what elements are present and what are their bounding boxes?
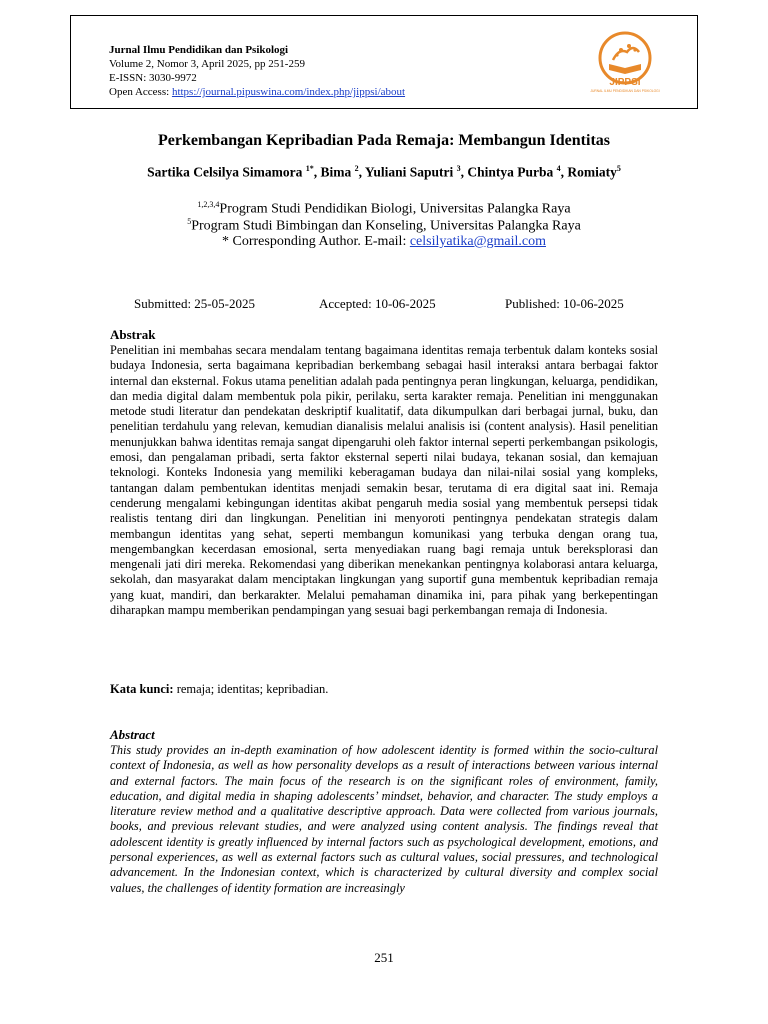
journal-issn: E-ISSN: 3030-9972: [109, 72, 197, 84]
affiliation-sup: 5: [187, 217, 192, 226]
author-name: , Chintya Purba: [460, 164, 557, 180]
affiliation-text: Program Studi Pendidikan Biologi, Universitas Palangka Raya: [219, 201, 571, 217]
published-date: Published: 10-06-2025: [505, 296, 624, 311]
author-name: , Romiaty: [560, 164, 617, 180]
keywords-text: remaja; identitas; kepribadian.: [173, 682, 329, 696]
affiliation-text: Program Studi Bimbingan dan Konseling, Universitas Palangka Raya: [191, 218, 581, 234]
logo-text: JIPPSI: [609, 77, 641, 88]
journal-name: Jurnal Ilmu Pendidikan dan Psikologi: [109, 44, 289, 56]
paper-title: Perkembangan Kepribadian Pada Remaja: Membangun Identitas: [157, 132, 611, 149]
page-number: 251: [374, 950, 394, 965]
accepted-date: Accepted: 10-06-2025: [319, 296, 436, 311]
journal-volume: Volume 2, Nomor 3, April 2025, pp 251-259: [109, 58, 305, 70]
abstrak-heading: Abstrak: [110, 327, 156, 342]
keywords-label: Kata kunci:: [110, 682, 174, 696]
affiliation-sup: 1,2,3,4: [197, 200, 220, 209]
author-sup: 1*: [305, 164, 314, 173]
open-access-label: Open Access:: [109, 86, 172, 98]
keywords-line: [110, 682, 328, 697]
abstract-heading: Abstract: [110, 727, 155, 742]
author-list: [0, 164, 768, 181]
corresponding-author: [0, 234, 768, 250]
open-access-link[interactable]: https://journal.pipuswina.com/index.php/jippsi/about: [171, 86, 406, 98]
logo-subtext: JURNAL ILMU PENDIDIKAN DAN PSIKOLOGI: [590, 89, 660, 93]
affiliation-2: [0, 217, 768, 235]
author-name: Sartika Celsilya Simamora: [147, 164, 306, 180]
author-sup: 3: [456, 164, 461, 173]
affiliation-1: [0, 200, 768, 218]
author-sup: 5: [616, 164, 621, 173]
open-access-line: [109, 85, 405, 99]
jippsi-logo: [583, 30, 667, 98]
abstrak-text: Penelitian ini membahas secara mendalam tentang bagaimana identitas remaja terbentuk dalam konteks sosial budaya Indonesia, serta bagaimana kepribadian berkembang sebagai hasil interaksi antara berbagai faktor internal dan eksternal. Fokus utama penelitian adalah pada pentingnya peran lingkungan, keluarga, pendidikan, dan media digital dalam membentuk pola pikir, perilaku, serta karakter remaja. Penelitian ini menggunakan metode studi literatur dan pendekatan deskriptif kualitatif, data dikumpulkan dari berbagai jurnal, buku, dan penelitian terdahulu yang relevan, kemudian dianalisis melalui analisis isi (content analysis). Hasil penelitian menunjukkan bahwa identitas remaja sangat dipengaruhi oleh faktor internal seperti perkembangan psikologis, emosi, dan pengalaman pribadi, serta faktor eksternal seperti nilai budaya, tekanan sosial, dan kemajuan teknologi. Konteks Indonesia yang memiliki keberagaman budaya dan nilai-nilai sosial yang kompleks, tantangan dalam pembentukan identitas menjadi semakin besar, terutama di era digital saat ini. Remaja cenderung mengalami kebingungan identitas akibat pengaruh media sosial yang membentuk persepsi tidak realistis tentang diri dan lingkungan. Penelitian ini menyoroti pentingnya pendekatan strategis dalam membangun identitas yang sehat, seperti membangun komunikasi yang terbuka dengan orang tua, mengembangkan kecerdasan emosional, serta menyediakan ruang bagi remaja untuk bereksplorasi dan mengenali jati diri mereka. Rekomendasi yang diberikan menekankan pentingnya kolaborasi antara keluarga, sekolah, dan masyarakat dalam menciptakan lingkungan yang suportif guna membentuk kepribadian remaja yang kuat, mandiri, dan berkarakter. Melalui pemahaman dinamika ini, para pihak yang berkepentingan diharapkan mampu memberikan pendampingan yang sesuai bagi perkembangan remaja di Indonesia.: [110, 343, 658, 618]
journal-header-box: [70, 15, 698, 109]
abstract-text: This study provides an in-depth examination of how adolescent identity is formed within the socio-cultural context of Indonesia, as well as how personality develops as a result of interactions between various internal and external factors. The main focus of the research is on the significant roles of environment, family, education, and digital media in shaping adolescents’ mindset, behavior, and character. The study employs a literature review method and a qualitative descriptive approach. Data were collected from various journals, books, and previous relevant studies, and were analyzed using content analysis. The findings reveal that adolescent identity is greatly influenced by internal factors such as psychological development, emotions, and personal experiences, as well as external factors such as cultural values, social pressures, and technological advancement. In the Indonesian context, which is characterized by cultural diversity and complex social values, the challenges of identity formation are increasingly: [110, 743, 658, 895]
corresponding-label: * Corresponding Author. E-mail:: [222, 234, 410, 249]
author-sup: 2: [354, 164, 359, 173]
author-name: , Bima: [313, 164, 355, 180]
author-sup: 4: [556, 164, 561, 173]
submitted-date: Submitted: 25-05-2025: [134, 296, 255, 311]
author-name: , Yuliani Saputri: [358, 164, 457, 180]
corresponding-email-link[interactable]: celsilyatika@gmail.com: [409, 234, 546, 249]
journal-info: [109, 43, 405, 99]
